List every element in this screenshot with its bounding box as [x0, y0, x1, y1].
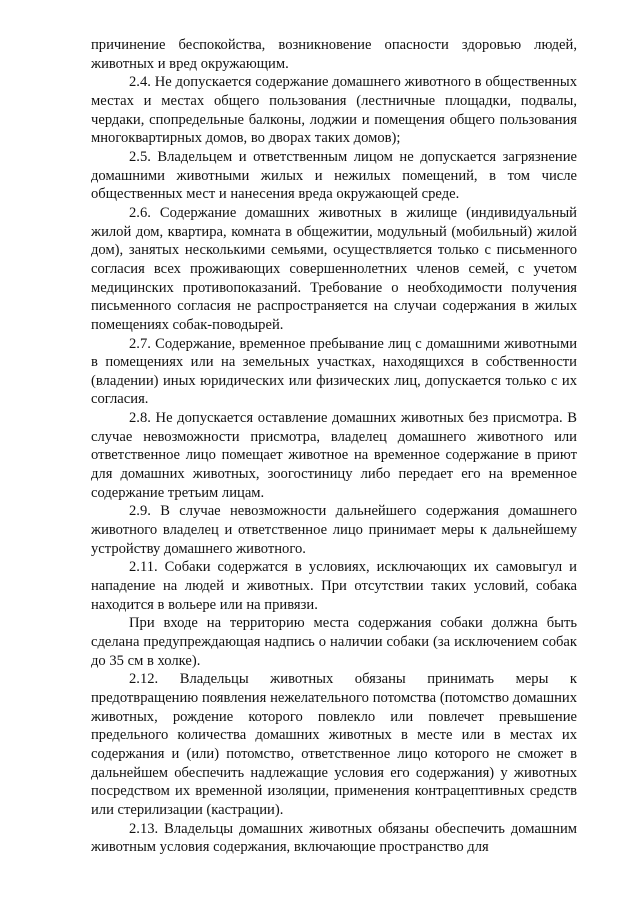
paragraph-2-6: 2.6. Содержание домашних животных в жилище (индивидуальный жилой дом, квартира, комната в общежитии, модульный (мобильный) жилой дом), занятых несколькими семьями, осуществляется только с письменного согласия всех проживающих совершеннолетних членов семей, с учетом медицинских противопоказаний. Требование о необходимости получения письменного согласия не распространяется на случаи содержания в жилых помещениях собак-поводырей.	[91, 204, 577, 333]
document-body	[91, 36, 577, 857]
paragraph-2-5: 2.5. Владельцем и ответственным лицом не допускается загрязнение домашними животными жилых и нежилых помещений, в том числе общественных мест и нанесения вреда окружающей среде.	[91, 148, 577, 203]
paragraph-dog-sign: При входе на территорию места содержания собаки должна быть сделана предупреждающая надпись о наличии собаки (за исключением собак до 35 см в холке).	[91, 615, 577, 669]
paragraph-2-8: 2.8. Не допускается оставление домашних животных без присмотра. В случае невозможности присмотра, владелец домашнего животного или ответственное лицо помещает животное на временное содержание в приют для домашних животных, зоогостиницу либо передает его на временное содержание третьим лицам.	[91, 410, 577, 501]
paragraph-2-9: 2.9. В случае невозможности дальнейшего содержания домашнего животного владелец и ответственное лицо принимает меры к дальнейшему устройству домашнего животного.	[91, 503, 577, 557]
paragraph-2-12: 2.12. Владельцы животных обязаны принимать меры к предотвращению появления нежелательного потомства (потомство домашних животных, рождение которого повлекло или повлечет превышение предельного количества домашних животных в месте или в местах их содержания и (или) потомство, ответственное лицо которого не сможет в дальнейшем обеспечить надлежащие условия его содержания) у животных посредством их временной изоляции, применения контрацептивных средств или стерилизации (кастрации).	[91, 671, 577, 818]
paragraph-2-7: 2.7. Содержание, временное пребывание лиц с домашними животными в помещениях или на земельных участках, находящихся в собственности (владении) иных юридических или физических лиц, допускается только с их согласия.	[91, 335, 577, 408]
paragraph-2-13: 2.13. Владельцы домашних животных обязаны обеспечить домашним животным условия содержания, включающие пространство для	[91, 820, 577, 856]
paragraph-2-4: 2.4. Не допускается содержание домашнего животного в общественных местах и местах общего пользования (лестничные площадки, подвалы, чердаки, спопредельные балконы, лоджии и помещения общего пользования многоквартирных домов, во дворах таких домов);	[91, 74, 577, 147]
paragraph-2-11: 2.11. Собаки содержатся в условиях, исключающих их самовыгул и нападение на людей и животных. При отсутствии таких условий, собака находится в вольере или на привязи.	[91, 559, 577, 613]
paragraph-continuation: причинение беспокойства, возникновение опасности здоровью людей, животных и вред окружающим.	[91, 37, 577, 72]
